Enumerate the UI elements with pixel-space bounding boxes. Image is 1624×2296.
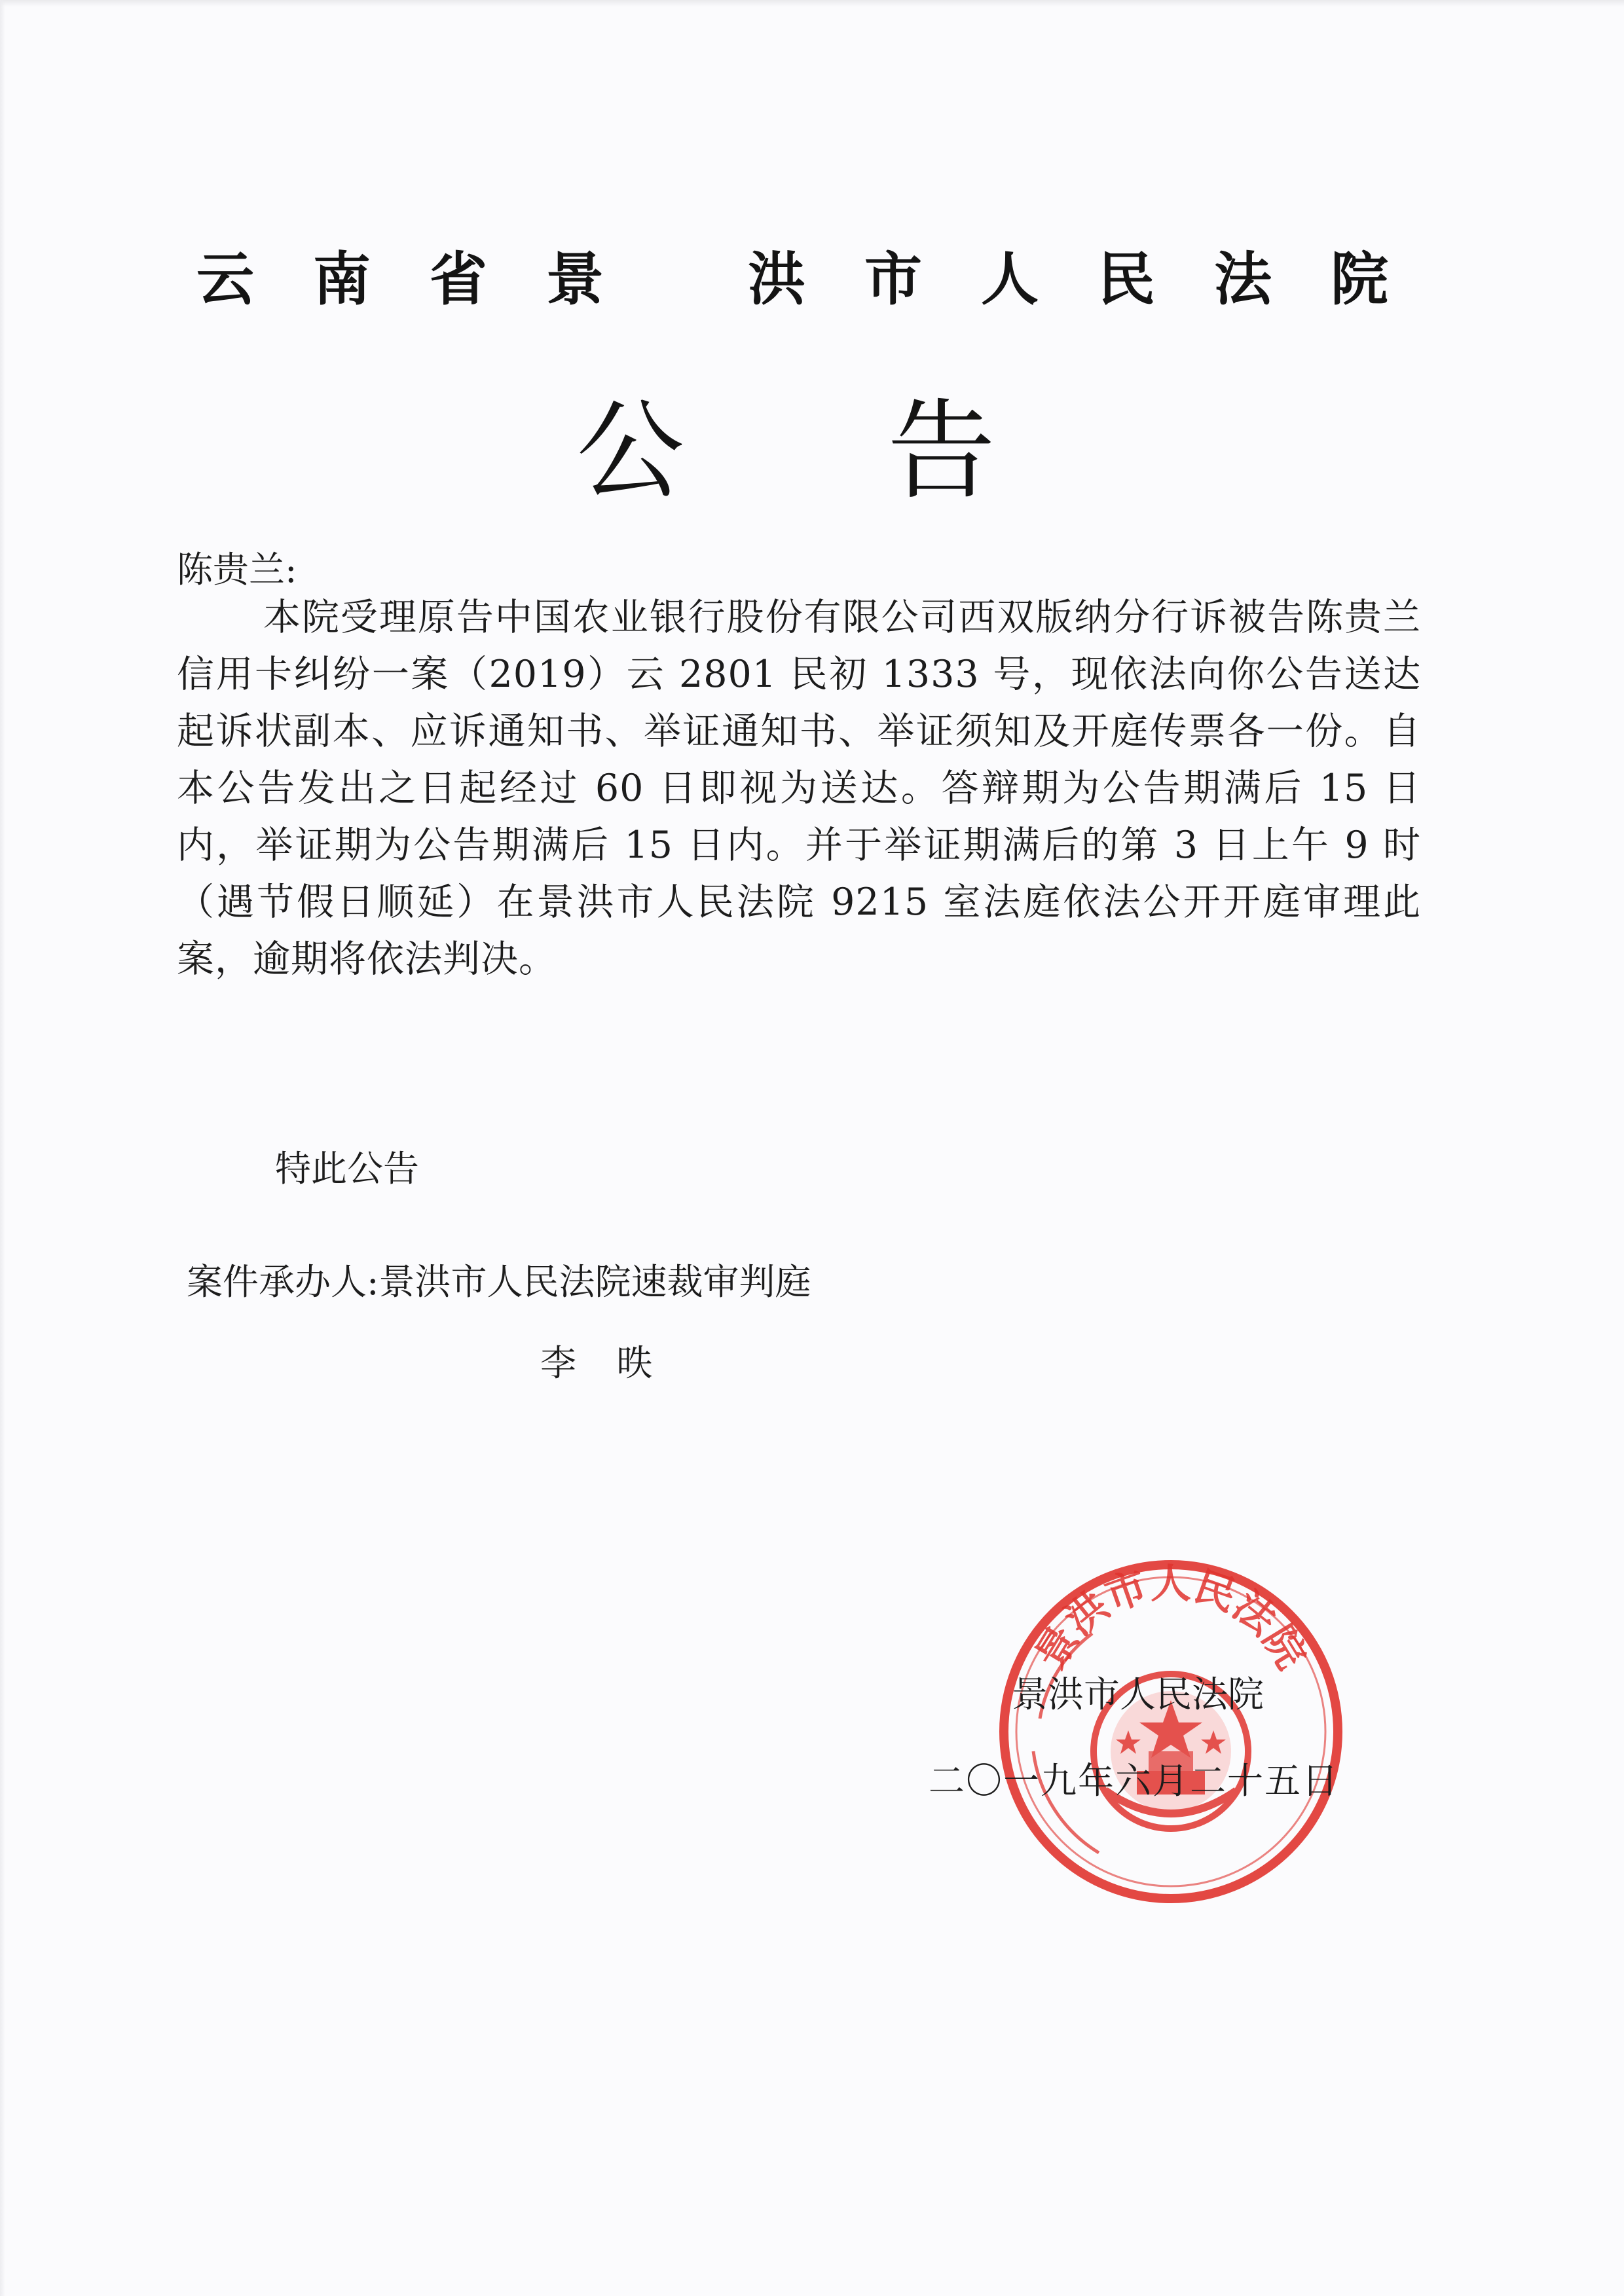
- seal-text: 景洪市人民法院: [1025, 1559, 1316, 1677]
- court-seal: [994, 1555, 1348, 1908]
- document-title: [576, 380, 995, 514]
- court-title-char: 人: [980, 246, 1039, 313]
- court-title-char: 市: [864, 246, 922, 313]
- issue-date: 二〇一九年六月二十五日: [929, 1760, 1340, 1802]
- notice-body: 本院受理原告中国农业银行股份有限公司西双版纳分行诉被告陈贵兰信用卡纠纷一案（2019）云 2801 民初 1333 号，现依法向你公告送达起诉状副本、应诉通知书、举证通知书、举证须知及开庭传票各一份。自本公告发出之日起经过 60 日即视为送达。答辩期为公告期满后 15 日内，举证期为公告期满后 15 日内。并于举证期满后的第 3 日上午 9 时（遇节假日顺延）在景洪市人民法院 9215 室法庭依法公开开庭审理此案，逾期将依法判决。: [177, 596, 1421, 981]
- scan-edge: [0, 0, 5, 2296]
- court-title-char: 省: [430, 246, 488, 313]
- document-title-char: 公: [576, 388, 684, 514]
- court-title: [196, 236, 1388, 314]
- court-title-char: 景: [546, 246, 604, 313]
- court-title-char: 洪: [747, 246, 805, 313]
- court-title-char: 法: [1213, 246, 1272, 313]
- case-handler-label: 案件承办人:: [187, 1261, 379, 1303]
- court-title-char: 南: [313, 246, 371, 313]
- closing-phrase: 特此公告: [275, 1148, 420, 1190]
- court-title-char: 民: [1097, 246, 1155, 313]
- case-handler: [187, 1256, 811, 1308]
- case-handler-name: 李 昳: [540, 1342, 667, 1384]
- scan-edge: [0, 0, 1624, 7]
- case-handler-unit: 景洪市人民法院速裁审判庭: [378, 1261, 811, 1303]
- document-title-char: 告: [887, 388, 995, 514]
- addressee: 陈贵兰:: [177, 549, 297, 591]
- court-title-char: 院: [1330, 246, 1388, 313]
- court-title-char: 云: [196, 246, 255, 313]
- signing-court: 景洪市人民法院: [1012, 1673, 1264, 1715]
